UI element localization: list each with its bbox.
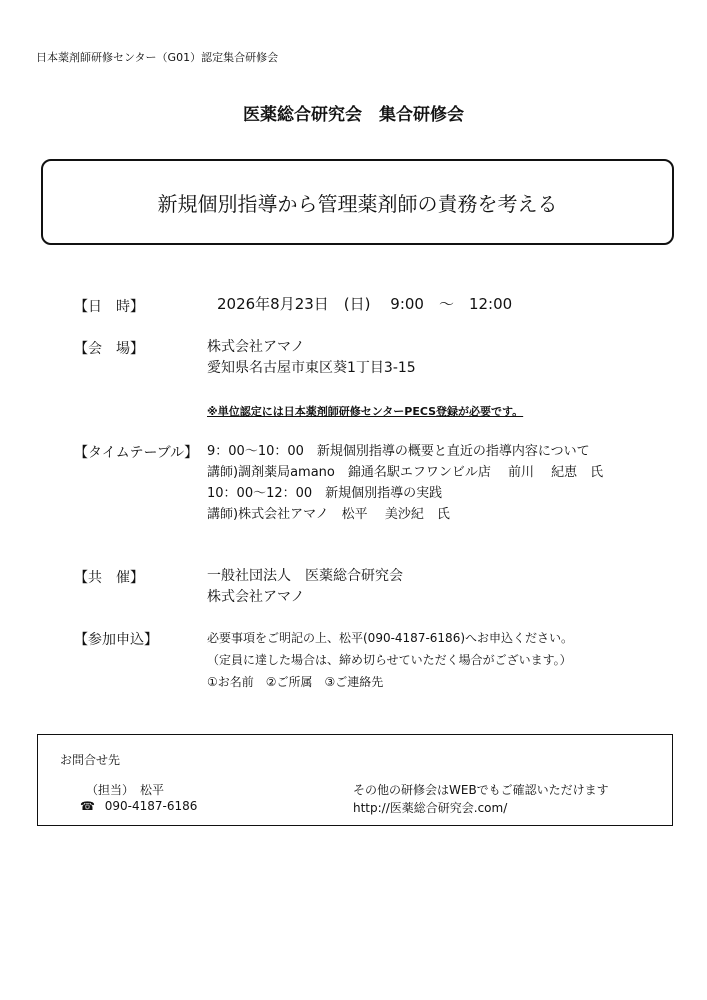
other-seminars-note: その他の研修会はWEBでもご確認いただけます (353, 783, 609, 797)
website-link[interactable]: http://医薬総合研究会.com/ (353, 801, 508, 815)
pecs-warning: ※単位認定には日本薬剤師研修センターPECS登録が必要です。 (207, 405, 524, 418)
application-line: （定員に達した場合は、締め切らせていただく場合がございます。） (207, 653, 572, 667)
venue-name: 株式会社アマノ (207, 339, 305, 355)
timetable-line: 9：00～10：00 新規個別指導の概要と直近の指導内容について (207, 444, 590, 459)
application-label: 【参加申込】 (74, 632, 158, 648)
sponsor-line: 株式会社アマノ (207, 589, 305, 605)
sponsor-line: 一般社団法人 医薬総合研究会 (207, 568, 403, 584)
venue-address: 愛知県名古屋市東区葵1丁目3-15 (207, 360, 416, 376)
contact-person: （担当） 松平 (86, 783, 165, 797)
timetable-label: 【タイムテーブル】 (74, 445, 199, 461)
timetable-line: 講師)株式会社アマノ 松平 美沙紀 氏 (207, 507, 450, 522)
venue-label: 【会 場】 (74, 341, 144, 357)
phone-icon: ☎ (80, 799, 95, 813)
phone-line (80, 799, 197, 813)
timetable-line: 講師)調剤薬局amano 錦通名駅エフワンビル店 前川 紀恵 氏 (207, 465, 604, 480)
datetime-label: 【日 時】 (74, 299, 144, 315)
header-note: 日本薬剤師研修センター（G01）認定集合研修会 (36, 51, 279, 64)
contact-heading: お問合せ先 (60, 753, 121, 767)
timetable-line: 10：00～12：00 新規個別指導の実践 (207, 486, 443, 501)
contact-phone: 090-4187-6186 (104, 799, 198, 813)
application-line: ①お名前 ②ご所属 ③ご連絡先 (207, 675, 384, 689)
datetime-value: 2026年8月23日 (日) 9:00 ～ 12:00 (217, 295, 513, 313)
org-title: 医薬総合研究会 集合研修会 (243, 105, 464, 125)
title-box (41, 159, 674, 245)
sponsor-label: 【共 催】 (74, 570, 144, 586)
application-line: 必要事項をご明記の上、松平(090-4187-6186)へお申込ください。 (207, 631, 574, 645)
main-title: 新規個別指導から管理薬剤師の責務を考える (157, 191, 558, 216)
